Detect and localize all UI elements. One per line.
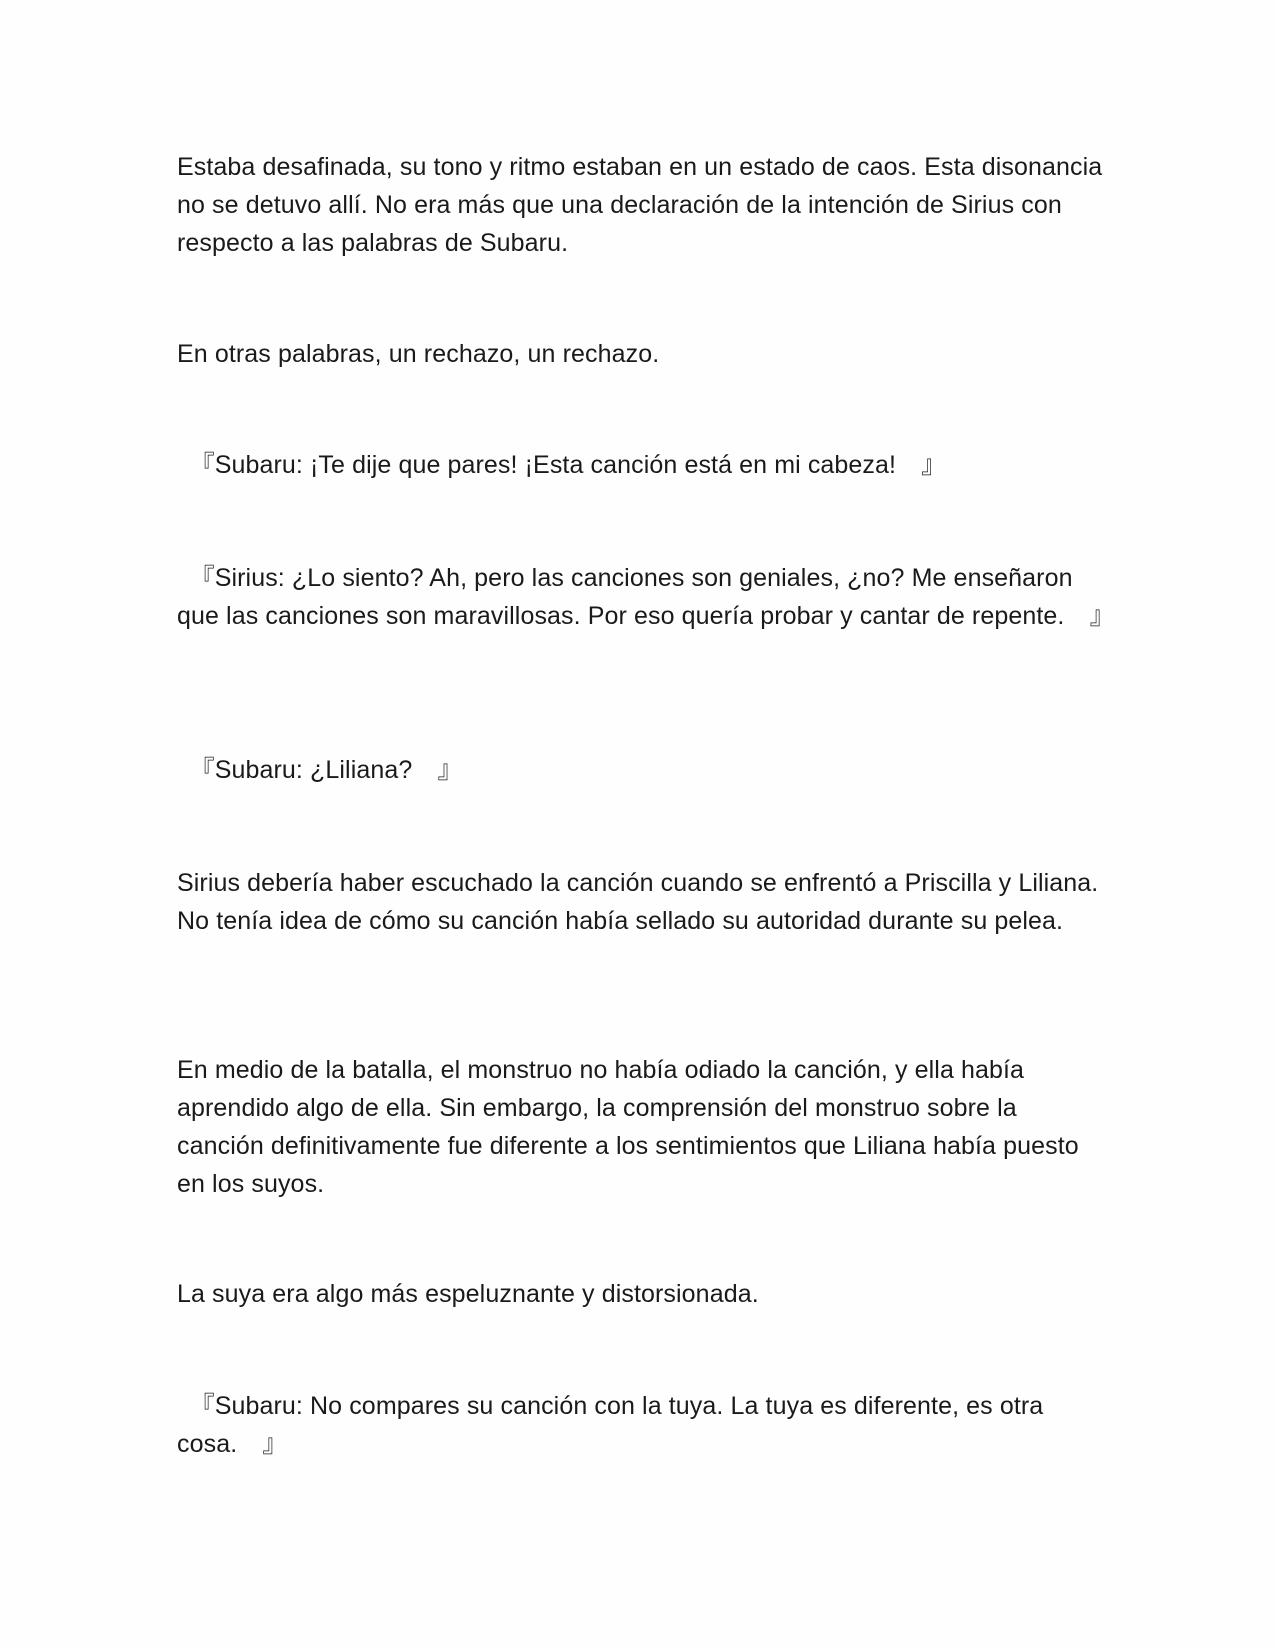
narration-paragraph: En otras palabras, un rechazo, un rechazo. bbox=[177, 340, 660, 368]
narration-paragraph: En medio de la batalla, el monstruo no había odiado la canción, y ella había aprendido algo de ella. Sin embargo, la comprensión del monstruo sobre la canción definitivamente fue diferente a los sentimientos que Liliana había puesto en los suyos. bbox=[177, 1056, 1079, 1198]
narration-paragraph: La suya era algo más espeluznante y distorsionada. bbox=[177, 1280, 759, 1308]
narration-paragraph: Estaba desafinada, su tono y ritmo estaban en un estado de caos. Esta disonancia no se detuvo allí. No era más que una declaración de la intención de Sirius con respecto a las palabras de Subaru. bbox=[177, 153, 1103, 257]
dialogue-paragraph: 『Subaru: No compares su canción con la tuya. La tuya es diferente, es otra cosa. 』 bbox=[177, 1392, 1051, 1458]
narration-paragraph: Sirius debería haber escuchado la canción cuando se enfrentó a Priscilla y Liliana. No tenía idea de cómo su canción había sellado su autoridad durante su pelea. bbox=[177, 869, 1099, 935]
dialogue-paragraph: 『Subaru: ¿Liliana? 』 bbox=[177, 756, 463, 784]
dialogue-paragraph: 『Subaru: ¡Te dije que pares! ¡Esta canción está en mi cabeza! 』 bbox=[177, 451, 947, 479]
dialogue-paragraph: 『Sirius: ¿Lo siento? Ah, pero las canciones son geniales, ¿no? Me enseñaron que las canciones son maravillosas. Por eso quería probar y cantar de repente. 』 bbox=[177, 564, 1115, 630]
